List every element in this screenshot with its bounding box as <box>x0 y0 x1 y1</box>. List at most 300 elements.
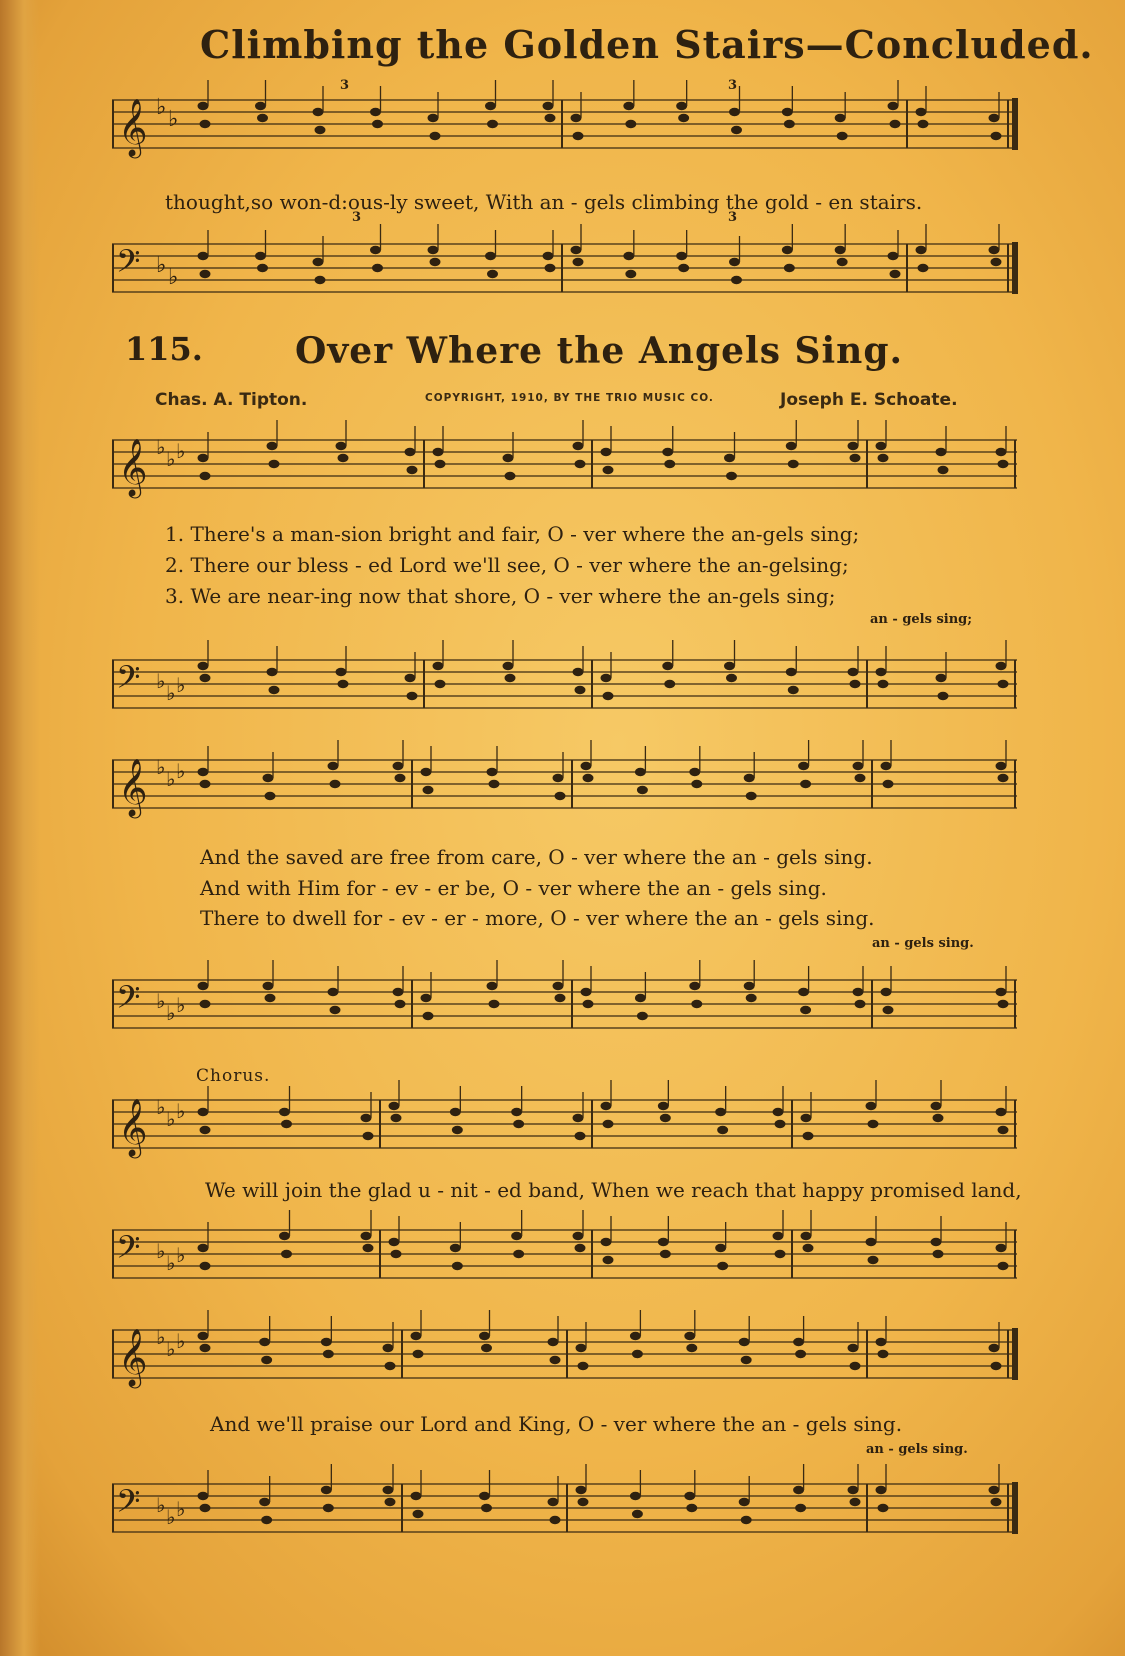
note-head <box>485 252 496 260</box>
svg-text:𝄢: 𝄢 <box>116 1483 141 1527</box>
svg-text:𝄞: 𝄞 <box>118 1098 148 1156</box>
note-head <box>786 668 797 676</box>
note-head <box>883 780 894 788</box>
note-head <box>513 1250 524 1258</box>
svg-text:♭: ♭ <box>176 1099 186 1123</box>
note-head <box>576 1344 587 1352</box>
note-head <box>878 680 889 688</box>
note-head <box>998 680 1009 688</box>
note-head <box>578 1362 589 1370</box>
svg-text:♭: ♭ <box>176 1243 186 1267</box>
note-head <box>543 102 554 110</box>
note-head <box>435 680 446 688</box>
note-head <box>744 982 755 990</box>
note-head <box>630 1492 641 1500</box>
note-head <box>372 120 383 128</box>
note-head <box>883 1006 894 1014</box>
chorus-line-2: And we'll praise our Lord and King, O - ver where the an - gels sing. <box>210 1412 903 1436</box>
note-head <box>795 1350 806 1358</box>
hymn-number: 115. <box>125 330 203 368</box>
svg-text:♭: ♭ <box>156 669 166 693</box>
note-head <box>489 780 500 788</box>
note-head <box>423 786 434 794</box>
note-head <box>361 1232 372 1240</box>
note-head <box>389 1238 400 1246</box>
note-head <box>267 442 278 450</box>
note-head <box>848 1486 859 1494</box>
bass-echo-label: an - gels sing; <box>870 612 973 627</box>
svg-text:𝄢: 𝄢 <box>116 979 141 1023</box>
note-head <box>658 1102 669 1110</box>
note-head <box>511 1232 522 1240</box>
note-head <box>485 102 496 110</box>
note-head <box>729 108 740 116</box>
note-head <box>746 994 757 1002</box>
note-head <box>936 448 947 456</box>
note-head <box>623 252 634 260</box>
note-head <box>996 1244 1007 1252</box>
note-head <box>555 792 566 800</box>
note-head <box>689 982 700 990</box>
note-head <box>715 1244 726 1252</box>
note-head <box>321 1338 332 1346</box>
note-head <box>724 662 735 670</box>
note-head <box>603 1256 614 1264</box>
note-head <box>575 1244 586 1252</box>
note-head <box>573 258 584 266</box>
note-head <box>421 768 432 776</box>
note-head <box>198 1332 209 1340</box>
note-head <box>684 1332 695 1340</box>
note-head <box>724 454 735 462</box>
system2-treble-staff <box>112 752 1017 832</box>
note-head <box>336 442 347 450</box>
note-head <box>198 1492 209 1500</box>
note-head <box>313 108 324 116</box>
system2-bass-staff <box>112 972 1017 1052</box>
note-head <box>878 1350 889 1358</box>
svg-text:♭: ♭ <box>166 1001 176 1025</box>
note-head <box>452 1126 463 1134</box>
note-head <box>837 132 848 140</box>
svg-text:♭: ♭ <box>166 1251 176 1275</box>
note-head <box>888 252 899 260</box>
note-head <box>200 1262 211 1270</box>
note-head <box>200 472 211 480</box>
note-head <box>315 126 326 134</box>
note-head <box>793 1338 804 1346</box>
chorus1-treble-staff <box>112 1092 1017 1172</box>
note-head <box>545 114 556 122</box>
note-head <box>571 114 582 122</box>
note-head <box>658 1238 669 1246</box>
note-head <box>741 1516 752 1524</box>
note-head <box>989 1486 1000 1494</box>
note-head <box>918 264 929 272</box>
note-head <box>888 102 899 110</box>
note-head <box>383 1486 394 1494</box>
note-head <box>261 1516 272 1524</box>
svg-text:♭: ♭ <box>156 95 167 120</box>
note-head <box>430 258 441 266</box>
svg-text:♭: ♭ <box>156 1095 166 1119</box>
note-head <box>876 1486 887 1494</box>
note-head <box>407 692 418 700</box>
note-head <box>503 454 514 462</box>
note-head <box>848 442 859 450</box>
note-head <box>338 680 349 688</box>
note-head <box>553 774 564 782</box>
note-head <box>803 1244 814 1252</box>
note-head <box>717 1126 728 1134</box>
note-head <box>545 264 556 272</box>
note-head <box>548 1498 559 1506</box>
svg-text:♭: ♭ <box>156 435 166 459</box>
note-head <box>931 1102 942 1110</box>
note-head <box>328 762 339 770</box>
note-head <box>430 132 441 140</box>
note-head <box>198 1244 209 1252</box>
note-head <box>338 454 349 462</box>
note-head <box>200 1126 211 1134</box>
note-head <box>395 774 406 782</box>
note-head <box>855 1000 866 1008</box>
verse-1-line: And the saved are free from care, O - ver where the an - gels sing. <box>200 845 873 869</box>
note-head <box>996 988 1007 996</box>
note-head <box>715 1108 726 1116</box>
note-head <box>479 1492 490 1500</box>
note-head <box>991 132 1002 140</box>
note-head <box>876 1338 887 1346</box>
note-head <box>573 1232 584 1240</box>
svg-text:♭: ♭ <box>166 767 176 791</box>
note-head <box>731 126 742 134</box>
note-head <box>487 120 498 128</box>
verse-1-line: 1. There's a man-sion bright and fair, O - ver where the an-gels sing; <box>165 522 860 546</box>
note-head <box>548 1338 559 1346</box>
note-head <box>389 1102 400 1110</box>
note-head <box>601 448 612 456</box>
note-head <box>200 120 211 128</box>
note-head <box>918 120 929 128</box>
note-head <box>881 762 892 770</box>
note-head <box>868 1256 879 1264</box>
chorus-label: Chorus. <box>196 1066 271 1086</box>
note-head <box>393 762 404 770</box>
note-head <box>481 1344 492 1352</box>
note-head <box>801 1114 812 1122</box>
note-head <box>744 774 755 782</box>
note-head <box>487 768 498 776</box>
note-head <box>632 1510 643 1518</box>
note-head <box>361 1114 372 1122</box>
svg-text:♭: ♭ <box>156 1493 166 1517</box>
note-head <box>916 108 927 116</box>
note-head <box>575 460 586 468</box>
note-head <box>363 1244 374 1252</box>
note-head <box>848 668 859 676</box>
note-head <box>788 686 799 694</box>
note-head <box>726 674 737 682</box>
note-head <box>200 674 211 682</box>
continued-song-title: Climbing the Golden Stairs—Concluded. <box>200 22 1094 67</box>
note-head <box>259 1338 270 1346</box>
note-head <box>998 774 1009 782</box>
note-head <box>635 768 646 776</box>
note-head <box>881 988 892 996</box>
note-head <box>323 1350 334 1358</box>
note-head <box>803 1132 814 1140</box>
note-head <box>691 1000 702 1008</box>
note-head <box>601 674 612 682</box>
svg-text:𝄞: 𝄞 <box>118 438 148 496</box>
note-head <box>878 454 889 462</box>
note-head <box>686 1344 697 1352</box>
treble-clef-icon: 𝄞 <box>118 98 148 156</box>
note-head <box>850 454 861 462</box>
note-head <box>603 692 614 700</box>
note-head <box>543 252 554 260</box>
note-head <box>435 460 446 468</box>
note-head <box>395 1000 406 1008</box>
note-head <box>773 1108 784 1116</box>
note-head <box>407 466 418 474</box>
note-head <box>637 1012 648 1020</box>
top-lyric-line: thought,so won-d:ous-ly sweet, With an - gels climbing the gold - en stairs. <box>165 190 923 214</box>
note-head <box>452 1262 463 1270</box>
note-head <box>330 1006 341 1014</box>
note-head <box>775 1120 786 1128</box>
note-head <box>198 768 209 776</box>
note-head <box>263 982 274 990</box>
note-head <box>936 674 947 682</box>
note-head <box>850 1362 861 1370</box>
note-head <box>660 1250 671 1258</box>
verse-2-line: And with Him for - ev - er be, O - ver where the an - gels sing. <box>200 876 827 900</box>
note-head <box>800 1006 811 1014</box>
note-head <box>385 1362 396 1370</box>
note-head <box>739 1338 750 1346</box>
note-head <box>773 1232 784 1240</box>
note-head <box>623 102 634 110</box>
svg-text:♭: ♭ <box>156 1325 166 1349</box>
note-head <box>782 246 793 254</box>
note-head <box>257 264 268 272</box>
note-head <box>998 460 1009 468</box>
note-head <box>996 662 1007 670</box>
note-head <box>938 466 949 474</box>
note-head <box>505 674 516 682</box>
chorus1-bass-staff <box>112 1222 1017 1302</box>
note-head <box>855 774 866 782</box>
note-head <box>487 270 498 278</box>
note-head <box>200 1344 211 1352</box>
note-head <box>370 246 381 254</box>
chorus2-bass-staff <box>112 1476 1017 1556</box>
note-head <box>866 1102 877 1110</box>
note-head <box>581 988 592 996</box>
note-head <box>450 1108 461 1116</box>
note-head <box>676 102 687 110</box>
bass-echo-label: an - gels sing. <box>872 936 974 951</box>
note-head <box>678 114 689 122</box>
note-head <box>729 258 740 266</box>
note-head <box>989 114 1000 122</box>
note-head <box>503 662 514 670</box>
note-head <box>581 762 592 770</box>
note-head <box>363 1132 374 1140</box>
bass-echo-label: an - gels sing. <box>866 1442 968 1457</box>
note-head <box>635 994 646 1002</box>
hymn-title: Over Where the Angels Sing. <box>295 330 904 372</box>
note-head <box>385 1498 396 1506</box>
svg-text:♭: ♭ <box>166 447 176 471</box>
note-head <box>835 246 846 254</box>
note-head <box>328 988 339 996</box>
note-head <box>601 1238 612 1246</box>
triplet-mark: 3 <box>728 78 738 93</box>
note-head <box>428 114 439 122</box>
note-head <box>866 1238 877 1246</box>
note-head <box>279 1108 290 1116</box>
svg-text:♭: ♭ <box>166 1505 176 1529</box>
note-head <box>784 264 795 272</box>
note-head <box>336 668 347 676</box>
note-head <box>265 792 276 800</box>
note-head <box>313 258 324 266</box>
note-head <box>259 1498 270 1506</box>
svg-text:♭: ♭ <box>168 107 179 132</box>
note-head <box>433 662 444 670</box>
note-head <box>281 1250 292 1258</box>
note-head <box>793 1486 804 1494</box>
note-head <box>573 132 584 140</box>
triplet-mark: 3 <box>340 78 350 93</box>
svg-text:♭: ♭ <box>156 1239 166 1263</box>
svg-text:♭: ♭ <box>156 755 166 779</box>
note-head <box>662 662 673 670</box>
note-head <box>583 1000 594 1008</box>
note-head <box>603 466 614 474</box>
note-head <box>739 1498 750 1506</box>
note-head <box>550 1356 561 1364</box>
copyright-notice: COPYRIGHT, 1910, BY THE TRIO MUSIC CO. <box>425 392 714 404</box>
note-head <box>890 120 901 128</box>
note-head <box>198 102 209 110</box>
top-bass-staff <box>112 236 1017 316</box>
system1-treble-staff <box>112 432 1017 512</box>
top-treble-staff <box>112 92 1017 172</box>
note-head <box>200 270 211 278</box>
note-head <box>555 994 566 1002</box>
note-head <box>664 460 675 468</box>
note-head <box>800 780 811 788</box>
note-head <box>775 1250 786 1258</box>
note-head <box>433 448 444 456</box>
note-head <box>835 114 846 122</box>
note-head <box>998 1262 1009 1270</box>
note-head <box>989 246 1000 254</box>
note-head <box>263 774 274 782</box>
note-head <box>413 1510 424 1518</box>
note-head <box>632 1350 643 1358</box>
note-head <box>405 674 416 682</box>
note-head <box>479 1332 490 1340</box>
note-head <box>850 1498 861 1506</box>
note-head <box>391 1114 402 1122</box>
note-head <box>868 1120 879 1128</box>
note-head <box>684 1492 695 1500</box>
note-head <box>198 662 209 670</box>
lyricist-credit: Joseph E. Schoate. <box>780 390 958 410</box>
note-head <box>625 120 636 128</box>
note-head <box>996 1108 1007 1116</box>
note-head <box>200 1504 211 1512</box>
page-edge-stain <box>0 0 40 1656</box>
note-head <box>505 472 516 480</box>
note-head <box>428 246 439 254</box>
note-head <box>660 1114 671 1122</box>
svg-text:𝄢: 𝄢 <box>116 1229 141 1273</box>
bass-clef-icon: 𝄢 <box>116 243 141 287</box>
svg-text:♭: ♭ <box>156 253 167 278</box>
note-head <box>511 1108 522 1116</box>
note-head <box>746 792 757 800</box>
svg-text:𝄢: 𝄢 <box>116 659 141 703</box>
note-head <box>853 762 864 770</box>
note-head <box>933 1250 944 1258</box>
note-head <box>281 1120 292 1128</box>
svg-text:♭: ♭ <box>176 673 186 697</box>
note-head <box>676 252 687 260</box>
note-head <box>573 668 584 676</box>
note-head <box>583 774 594 782</box>
note-head <box>853 988 864 996</box>
note-head <box>198 454 209 462</box>
note-head <box>786 442 797 450</box>
note-head <box>576 1486 587 1494</box>
note-head <box>267 668 278 676</box>
note-head <box>383 1344 394 1352</box>
note-head <box>998 1126 1009 1134</box>
note-head <box>878 1504 889 1512</box>
note-head <box>405 448 416 456</box>
note-head <box>573 1114 584 1122</box>
note-head <box>798 762 809 770</box>
note-head <box>996 448 1007 456</box>
note-head <box>553 982 564 990</box>
system1-bass-staff <box>112 652 1017 732</box>
svg-text:𝄞: 𝄞 <box>118 758 148 816</box>
note-head <box>991 1362 1002 1370</box>
note-head <box>370 108 381 116</box>
note-head <box>664 680 675 688</box>
note-head <box>837 258 848 266</box>
svg-text:♭: ♭ <box>166 681 176 705</box>
svg-text:♭: ♭ <box>166 1337 176 1361</box>
note-head <box>603 1120 614 1128</box>
note-head <box>321 1486 332 1494</box>
note-head <box>315 276 326 284</box>
triplet-mark: 3 <box>352 210 362 225</box>
note-head <box>411 1492 422 1500</box>
note-head <box>691 780 702 788</box>
chorus-line-1: We will join the glad u - nit - ed band, When we reach that happy promised land, <box>205 1178 1022 1202</box>
note-head <box>323 1504 334 1512</box>
note-head <box>931 1238 942 1246</box>
note-head <box>423 1012 434 1020</box>
note-head <box>257 114 268 122</box>
